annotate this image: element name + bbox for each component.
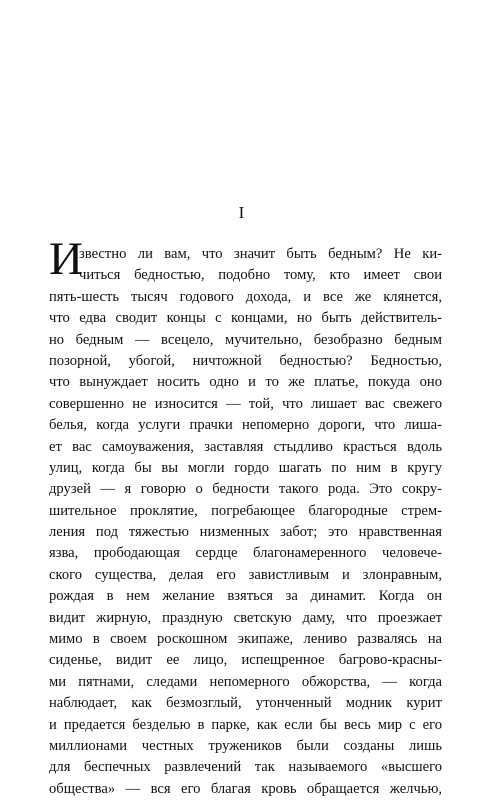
text-line: ления под тяжестью низменных забот; это нравственная xyxy=(49,524,442,541)
text-line: белья, когда услуги прачки непомерно дороги, что лиша- xyxy=(49,417,442,434)
text-line: рождая в нем желание взяться за динамит. Когда он xyxy=(49,588,442,605)
text-line: миллионами честных тружеников были созданы лишь xyxy=(49,737,442,754)
text-line: язва, прободающая сердце благонамеренного человече- xyxy=(49,545,442,562)
body-paragraph xyxy=(49,244,442,800)
text-line: общества» — вся его благая кровь обращается желчью, xyxy=(49,780,442,797)
text-line: совершенно не износится — той, что лишает вас свежего xyxy=(49,395,442,412)
text-line: и предается безделью в парке, как если бы весь мир с его xyxy=(49,716,442,733)
text-line: что вынуждает носить одно и то же платье, покуда оно xyxy=(49,374,442,391)
text-line: читься бедностью, подобно тому, кто имеет свои xyxy=(79,267,442,284)
text-line: позорной, убогой, ничтожной бедностью? Бедностью, xyxy=(49,352,442,369)
text-line: что едва сводит концы с концами, но быть действитель- xyxy=(49,310,442,327)
text-line: друзей — я говорю о бедности такого рода. Это сокру- xyxy=(49,481,442,498)
text-line: шительное проклятие, погребающее благородные стрем- xyxy=(49,502,442,519)
text-line: пять-шесть тысяч годового дохода, и все же клянется, xyxy=(49,288,442,305)
text-line: улиц, когда бы вы могли гордо шагать по ним в кругу xyxy=(49,459,442,476)
text-line: наблюдает, как безмозглый, утонченный модник курит xyxy=(49,695,442,712)
drop-cap-indented-lines xyxy=(49,244,442,287)
drop-cap: И xyxy=(49,233,83,285)
text-line: ет вас самоуважения, заставляя стыдливо красться вдоль xyxy=(49,438,442,455)
text-line: ского существа, делая его завистливым и злонравным, xyxy=(49,566,442,583)
text-line: ми пятнами, следами непомерного обжорства, — когда xyxy=(49,673,442,690)
text-line: но бедным — всецело, мучительно, безобразно бедным xyxy=(49,331,442,348)
text-line: мимо в своем роскошном экипаже, лениво развалясь на xyxy=(49,631,442,648)
text-line: сиденье, видит ее лицо, испещренное багрово-красны- xyxy=(49,652,442,669)
text-line: звестно ли вам, что значит быть бедным? Не ки- xyxy=(79,246,442,262)
text-line: видит жирную, праздную светскую даму, что проезжает xyxy=(49,609,442,626)
chapter-number: I xyxy=(238,203,245,222)
text-line: для беспечных развлечений так называемого «высшего xyxy=(49,759,442,776)
